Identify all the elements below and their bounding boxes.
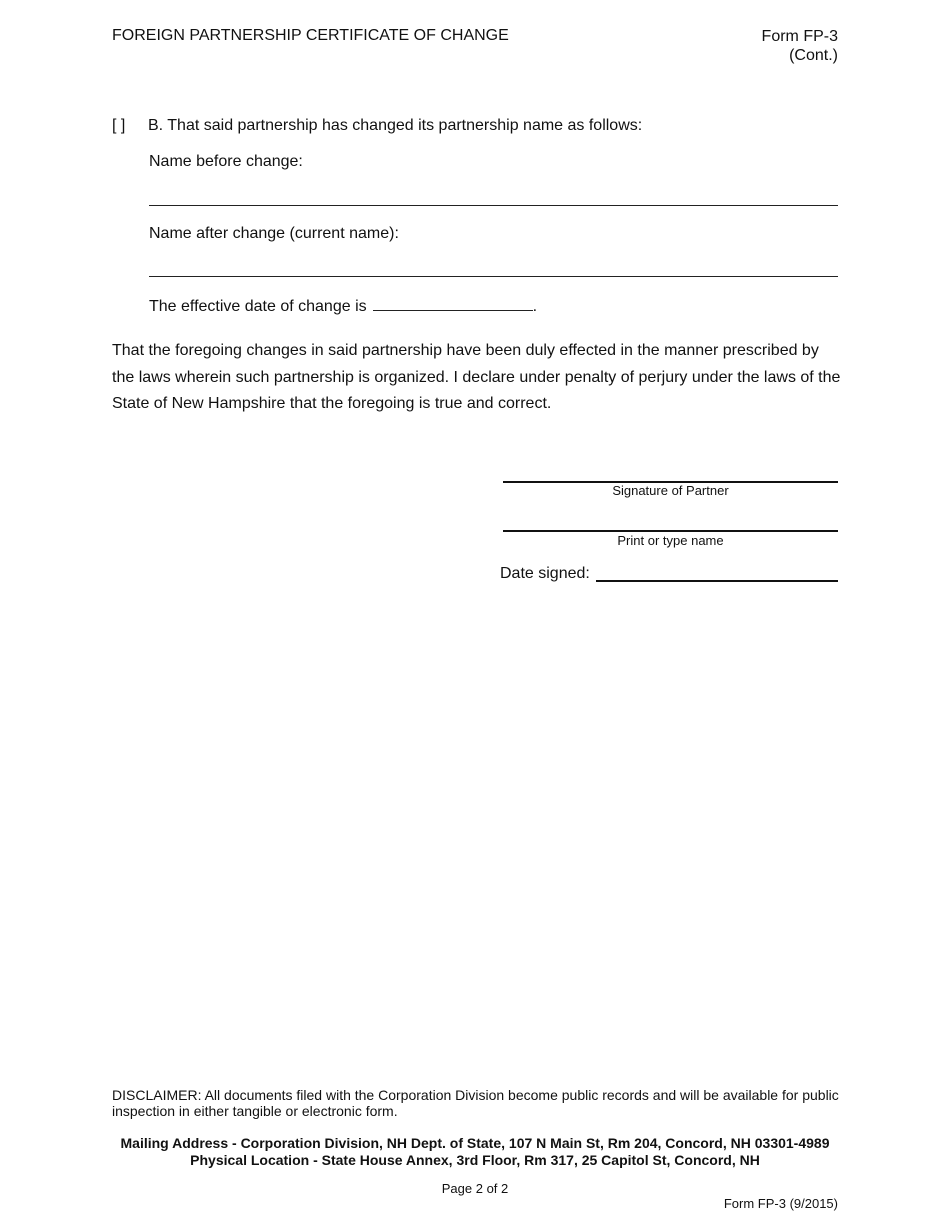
date-signed-label: Date signed:	[500, 565, 590, 582]
continued-label: (Cont.)	[789, 47, 838, 64]
name-after-label: Name after change (current name):	[149, 225, 399, 242]
form-title: FOREIGN PARTNERSHIP CERTIFICATE OF CHANGE	[112, 27, 509, 44]
name-before-label: Name before change:	[149, 153, 303, 170]
signature-caption: Signature of Partner	[612, 483, 729, 498]
disclaimer: DISCLAIMER: All documents filed with the Corporation Division become public records and will be available for public inspection in either tangible or electronic form.	[112, 1087, 839, 1119]
effective-date-label: The effective date of change is	[149, 298, 367, 315]
declaration-paragraph: That the foregoing changes in said partnership have been duly effected in the manner prescribed by the laws wherein such partnership is organized. I declare under penalty of perjury under the laws of the State of New Hampshire that the foregoing is true and correct.	[112, 342, 841, 412]
date-signed-field[interactable]	[596, 580, 838, 582]
effective-date-field[interactable]	[373, 296, 533, 311]
printed-name-caption: Print or type name	[617, 533, 724, 548]
name-after-field[interactable]	[149, 276, 838, 277]
effective-date-row	[149, 296, 537, 316]
printed-name-field[interactable]	[503, 530, 838, 532]
form-version: Form FP-3 (9/2015)	[723, 1196, 838, 1211]
name-before-field[interactable]	[149, 205, 838, 206]
mailing-address: Mailing Address - Corporation Division, NH Dept. of State, 107 N Main St, Rm 204, Concord, NH 03301-4989	[120, 1135, 830, 1151]
effective-date-period: .	[532, 298, 538, 315]
physical-location: Physical Location - State House Annex, 3rd Floor, Rm 317, 25 Capitol St, Concord, NH	[190, 1152, 760, 1168]
section-b-checkbox[interactable]: [ ]	[112, 117, 126, 134]
form-id: Form FP-3	[761, 28, 838, 45]
page-number: Page 2 of 2	[441, 1181, 509, 1196]
section-b-row	[112, 117, 642, 135]
form-id-block	[762, 27, 838, 65]
section-b-statement: B. That said partnership has changed its partnership name as follows:	[148, 117, 643, 134]
